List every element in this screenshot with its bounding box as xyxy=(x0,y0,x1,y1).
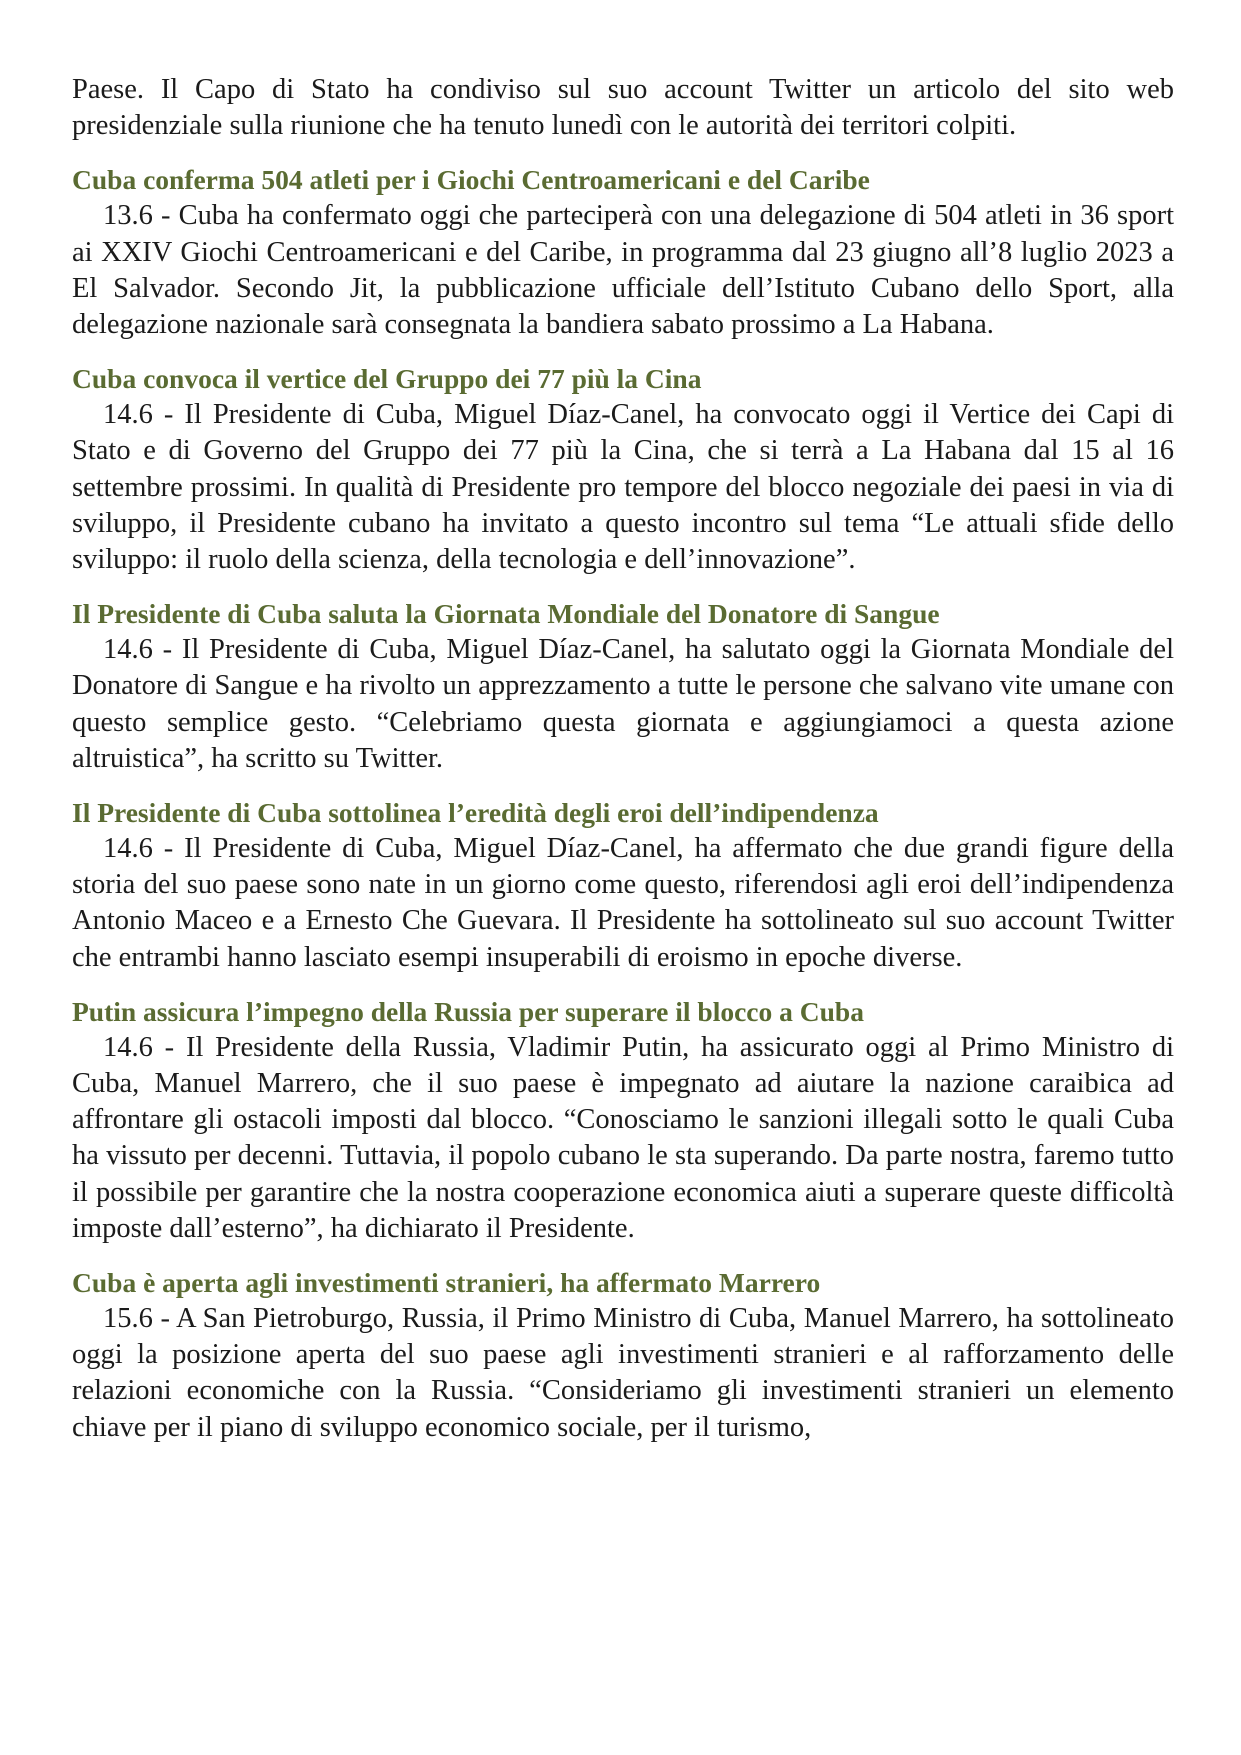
article-g77-vertice xyxy=(72,361,1174,578)
article-headline: Putin assicura l’impegno della Russia per superare il blocco a Cuba xyxy=(72,995,864,1027)
intro-paragraph: Paese. Il Capo di Stato ha condiviso sul suo account Twitter un articolo del sito web presidenziale sulla riunione che ha tenuto lunedì con le autorità dei territori colpiti. xyxy=(72,74,1174,142)
article-body: 14.6 - Il Presidente di Cuba, Miguel Díaz-Canel, ha salutato oggi la Giornata Mondiale del Donatore di Sangue e ha rivolto un apprezzamento a tutte le persone che salvano vite umane con questo semplice gesto. “Celebriamo questa giornata e aggiungiamoci a questa azione altruistica”, ha scritto su Twitter. xyxy=(72,634,1174,774)
article-headline: Il Presidente di Cuba saluta la Giornata Mondiale del Donatore di Sangue xyxy=(72,598,940,630)
document-page xyxy=(72,72,1174,1446)
article-g7-atleti xyxy=(72,162,1174,343)
article-eroi-indipendenza xyxy=(72,795,1174,976)
article-headline: Cuba è aperta agli investimenti stranieri, ha affermato Marrero xyxy=(72,1267,821,1299)
article-body: 13.6 - Cuba ha confermato oggi che parteciperà con una delegazione di 504 atleti in 36 sport ai XXIV Giochi Centroamericani e del Caribe, in programma dal 23 giugno all’8 luglio 2023 a El Salvador. Secondo Jit, la pubblicazione ufficiale dell’Istituto Cubano dello Sport, alla delegazione nazionale sarà consegnata la bandiera sabato prossimo a La Habana. xyxy=(72,200,1174,341)
article-headline: Il Presidente di Cuba sottolinea l’eredità degli eroi dell’indipendenza xyxy=(72,797,879,829)
article-headline: Cuba convoca il vertice del Gruppo dei 77 più la Cina xyxy=(72,363,702,395)
article-putin-blocco xyxy=(72,994,1174,1247)
article-body: 14.6 - Il Presidente di Cuba, Miguel Díaz-Canel, ha convocato oggi il Vertice dei Capi di Stato e di Governo del Gruppo dei 77 più la Cina, che si terrà a La Habana dal 15 al 16 settembre prossimi. In qualità di Presidente pro tempore del blocco negoziale dei paesi in via di sviluppo, il Presidente cubano ha invitato a questo incontro sul tema “Le attuali sfide dello sviluppo: il ruolo della scienza, della tecnologia e dell’innovazione”. xyxy=(72,399,1174,576)
article-body: 14.6 - Il Presidente della Russia, Vladimir Putin, ha assicurato oggi al Primo Ministro di Cuba, Manuel Marrero, che il suo paese è impegnato ad aiutare la nazione caraibica ad affrontare gli ostacoli imposti dal blocco. “Conosciamo le sanzioni illegali sotto le quali Cuba ha vissuto per decenni. Tuttavia, il popolo cubano le sta superando. Da parte nostra, faremo tutto il possibile per garantire che la nostra cooperazione economica aiuti a superare queste difficoltà imposte dall’esterno”, ha dichiarato il Presidente. xyxy=(72,1031,1174,1244)
article-body: 14.6 - Il Presidente di Cuba, Miguel Díaz-Canel, ha affermato che due grandi figure della storia del suo paese sono nate in un giorno come questo, riferendosi agli eroi dell’indipendenza Antonio Maceo e a Ernesto Che Guevara. Il Presidente ha sottolineato sul suo account Twitter che entrambi hanno lasciato esempi insuperabili di eroismo in epoche diverse. xyxy=(72,833,1174,973)
article-body: 15.6 - A San Pietroburgo, Russia, il Primo Ministro di Cuba, Manuel Marrero, ha sottolineato oggi la posizione aperta del suo paese agli investimenti stranieri e al rafforzamento delle relazioni economiche con la Russia. “Consideriamo gli investimenti stranieri un elemento chiave per il piano di sviluppo economico sociale, per il turismo, xyxy=(72,1303,1174,1443)
article-headline: Cuba conferma 504 atleti per i Giochi Centroamericani e del Caribe xyxy=(72,164,870,196)
article-donatore-sangue xyxy=(72,596,1174,777)
article-investimenti-stranieri xyxy=(72,1265,1174,1446)
